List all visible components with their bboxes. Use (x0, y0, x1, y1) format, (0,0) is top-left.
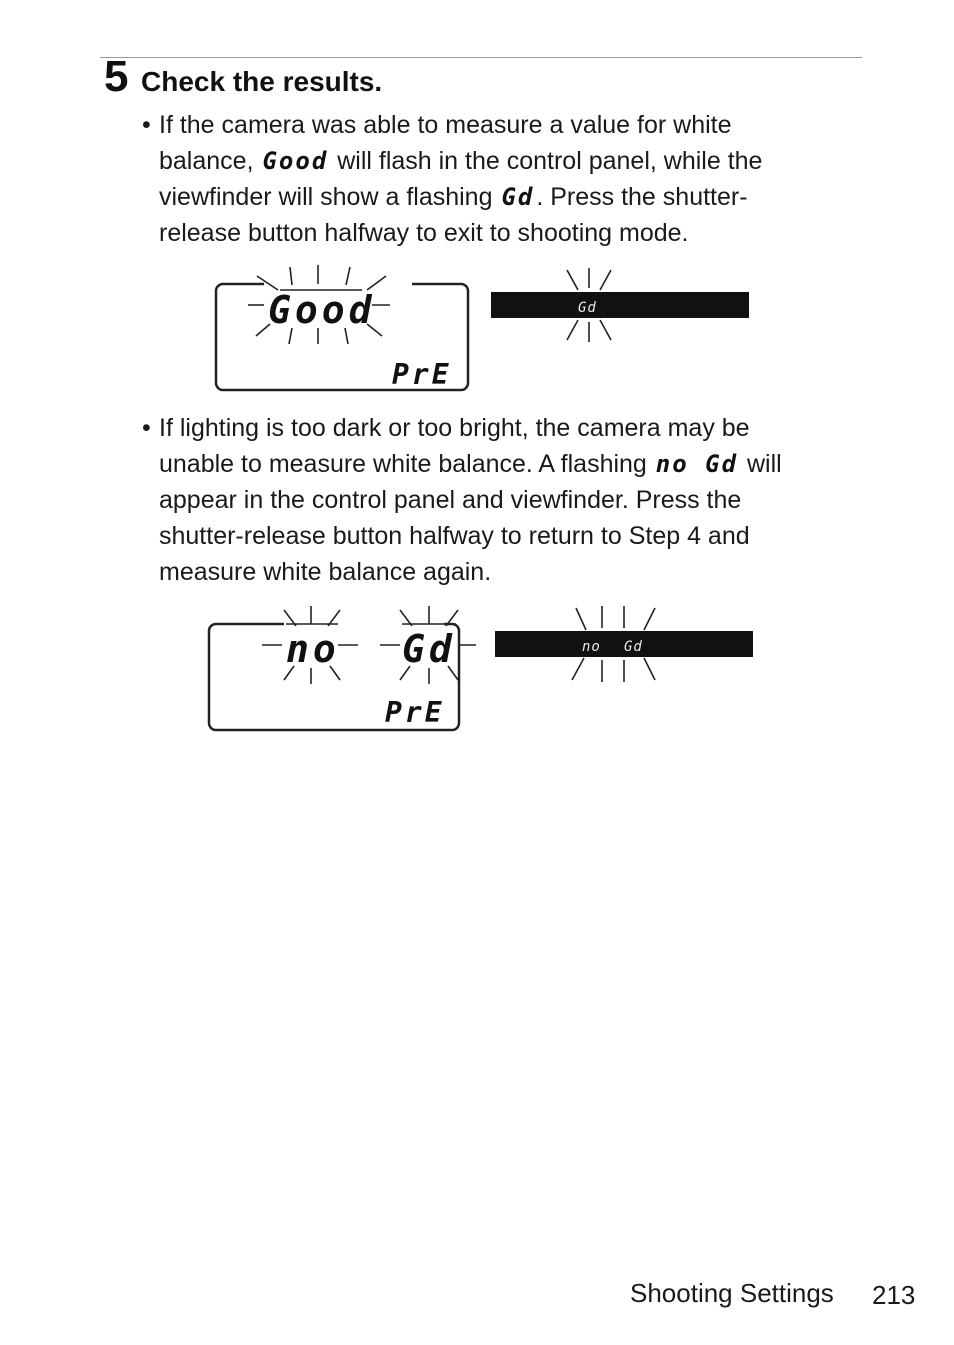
viewfinder-no-text: no (582, 639, 601, 655)
bullet-2-line-5: measure white balance again. (159, 558, 492, 586)
bullet-1-line-2-pre: balance, (159, 147, 261, 175)
lcd-good-inline: Good (262, 147, 329, 175)
bullet-2-line-1: If lighting is too dark or too bright, the camera may be (159, 414, 750, 442)
footer-section-label: Shooting Settings (630, 1278, 834, 1308)
bullet-1-line-3-pre: viewfinder will show a flashing (159, 183, 500, 211)
control-panel-pre-text: PrE (392, 358, 452, 391)
bullet-1-line-1: If the camera was able to measure a value for white (159, 111, 732, 139)
bullet-1-line-2-post: will flash in the control panel, while the (330, 147, 763, 175)
bullet-marker-1: • (142, 111, 151, 139)
bullet-1-text (159, 107, 839, 251)
bullet-2-line-4: shutter-release button halfway to return to Step 4 and (159, 522, 750, 550)
control-panel-good-text: Good (268, 288, 376, 332)
figure-good-result (200, 260, 760, 400)
viewfinder-gd-text-2: Gd (624, 639, 643, 655)
header-rule (100, 57, 862, 58)
bullet-1-line-3-post: . Press the shutter- (536, 183, 748, 211)
bullet-2-line-2-pre: unable to measure white balance. A flashing (159, 450, 654, 478)
control-panel-pre-text-2: PrE (385, 696, 445, 729)
bullet-2-line-2 (159, 446, 839, 482)
bullet-1-line-4: release button halfway to exit to shooting mode. (159, 219, 689, 247)
bullet-1-line-3 (159, 179, 839, 215)
bullet-2-line-2-post: will (740, 450, 782, 478)
footer-page-number: 213 (872, 1280, 916, 1310)
step-title: Check the results. (141, 66, 383, 97)
bullet-1-line-2 (159, 143, 839, 179)
bullet-marker-2: • (142, 414, 151, 442)
figure-no-gd-result (200, 600, 760, 740)
bullet-2-line-3: appear in the control panel and viewfinder. Press the (159, 486, 742, 514)
control-panel-gd-text: Gd (402, 627, 456, 671)
control-panel-no-text: no (286, 627, 340, 671)
lcd-gd-inline: Gd (501, 183, 535, 211)
lcd-no-gd-inline: no Gd (655, 450, 739, 478)
viewfinder-strip (491, 292, 749, 318)
viewfinder-gd-text: Gd (578, 300, 597, 316)
bullet-2-text (159, 410, 839, 590)
step-number: 5 (104, 52, 129, 101)
